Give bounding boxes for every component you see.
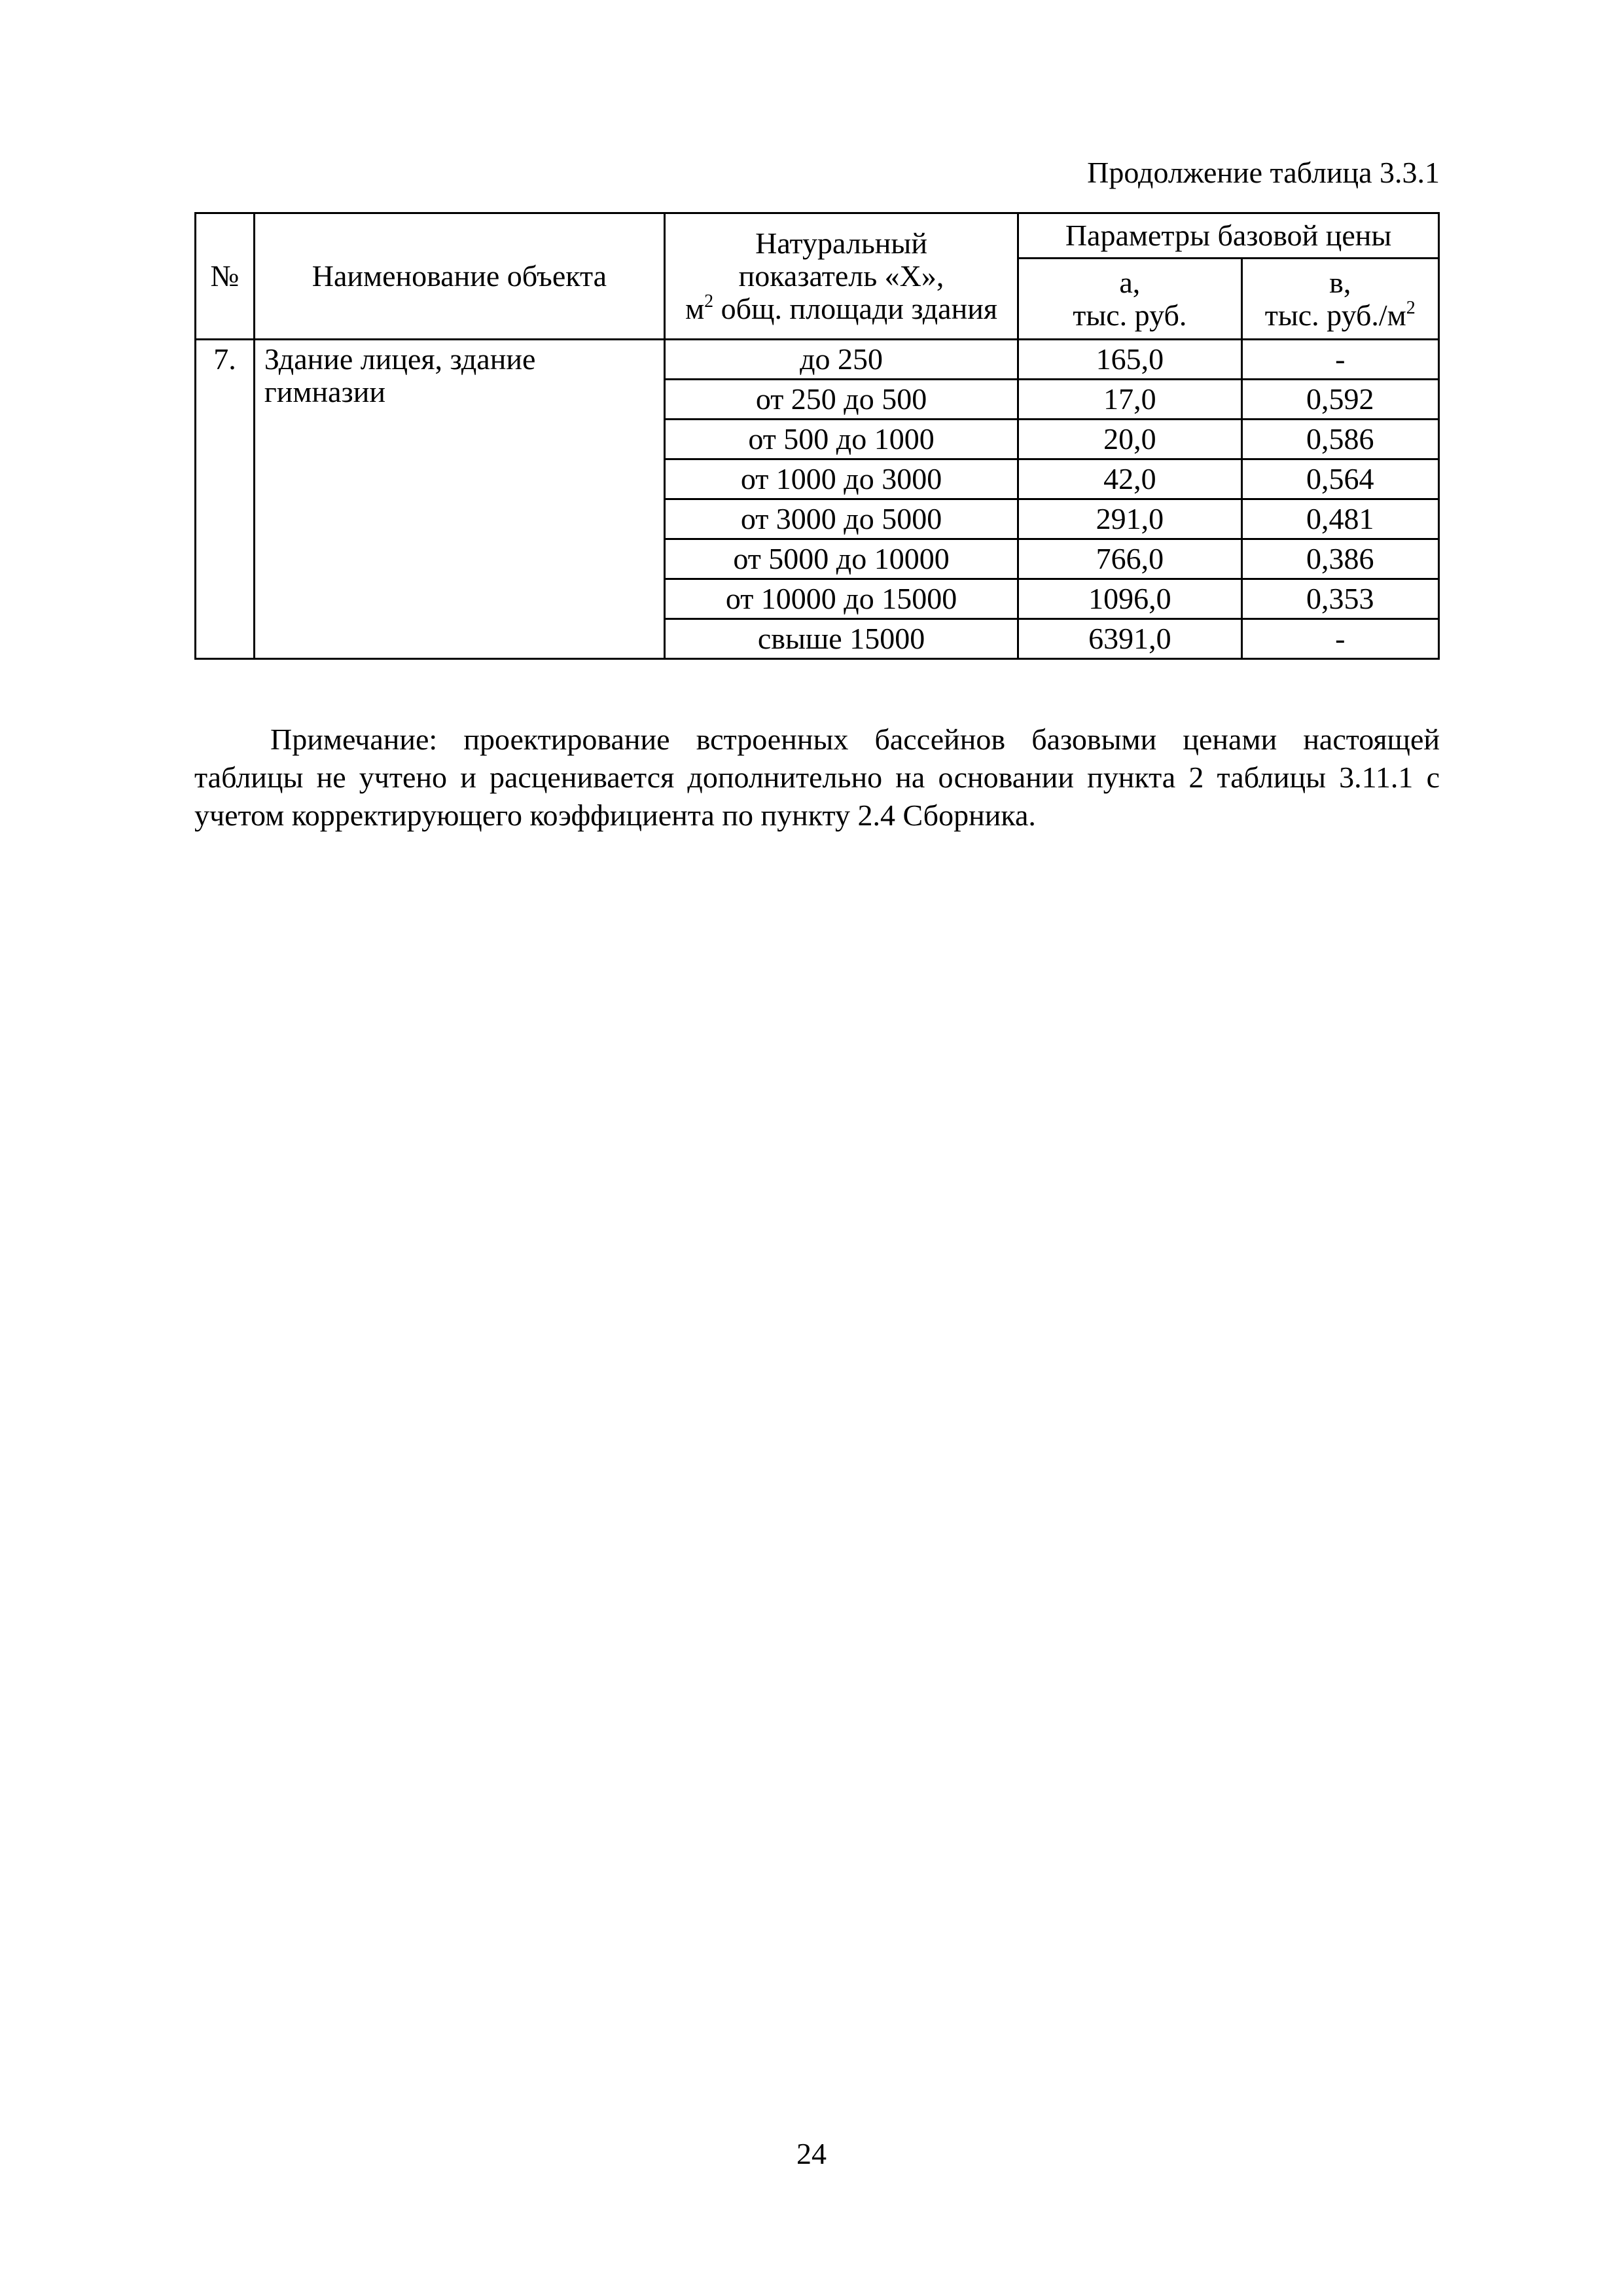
table-caption: Продолжение таблица 3.3.1 [1087,156,1440,189]
row-a: 1096,0 [1018,579,1241,619]
note-paragraph: Примечание: проектирование встроенных бассейнов базовыми ценами настоящей таблицы не учтено и расценивается дополнительно на основании пункта 2 таблицы 3.11.1 с учетом корректирующего коэффициента по пункту 2.4 Сборника. [194,723,1440,832]
row-range: от 500 до 1000 [664,420,1018,459]
row-range: от 3000 до 5000 [664,499,1018,539]
header-name: Наименование объекта [254,213,664,340]
header-indicator-line2: показатель «Х», [738,259,944,293]
header-indicator-unit-exp: 2 [704,291,714,312]
row-a: 6391,0 [1018,619,1241,659]
row-a: 17,0 [1018,380,1241,420]
header-indicator-line1: Натуральный [755,226,927,260]
price-table [194,212,1440,660]
header-b-line2-text: тыс. руб./м [1264,298,1406,332]
header-a-line1: а, [1119,265,1141,299]
row-b: 0,386 [1241,539,1438,579]
row-range: от 5000 до 10000 [664,539,1018,579]
row-a: 165,0 [1018,340,1241,380]
header-a-line2: тыс. руб. [1073,298,1187,332]
row-range: от 10000 до 15000 [664,579,1018,619]
row-range: от 1000 до 3000 [664,459,1018,499]
row-a: 20,0 [1018,420,1241,459]
row-b: 0,353 [1241,579,1438,619]
row-a: 291,0 [1018,499,1241,539]
item-name: Здание лицея, здание гимназии [254,340,664,659]
row-range: от 250 до 500 [664,380,1018,420]
row-range: до 250 [664,340,1018,380]
row-a: 42,0 [1018,459,1241,499]
header-indicator-line3-text: общ. площади здания [713,292,997,325]
table-row [196,340,1439,380]
header-b [1241,259,1438,340]
row-b: - [1241,619,1438,659]
row-b: 0,586 [1241,420,1438,459]
header-row-1 [196,213,1439,259]
row-b: - [1241,340,1438,380]
row-b: 0,592 [1241,380,1438,420]
header-a [1018,259,1241,340]
header-b-exp: 2 [1406,297,1416,318]
row-range: свыше 15000 [664,619,1018,659]
row-b: 0,481 [1241,499,1438,539]
header-params: Параметры базовой цены [1018,213,1439,259]
row-b: 0,564 [1241,459,1438,499]
header-b-line1: в, [1329,265,1351,299]
row-a: 766,0 [1018,539,1241,579]
header-indicator [664,213,1018,340]
item-num: 7. [196,340,255,659]
header-num: № [196,213,255,340]
header-b-line2 [1247,299,1434,332]
header-indicator-line3 [669,293,1013,325]
header-indicator-unit: м [685,292,705,325]
page-number: 24 [796,2137,827,2170]
